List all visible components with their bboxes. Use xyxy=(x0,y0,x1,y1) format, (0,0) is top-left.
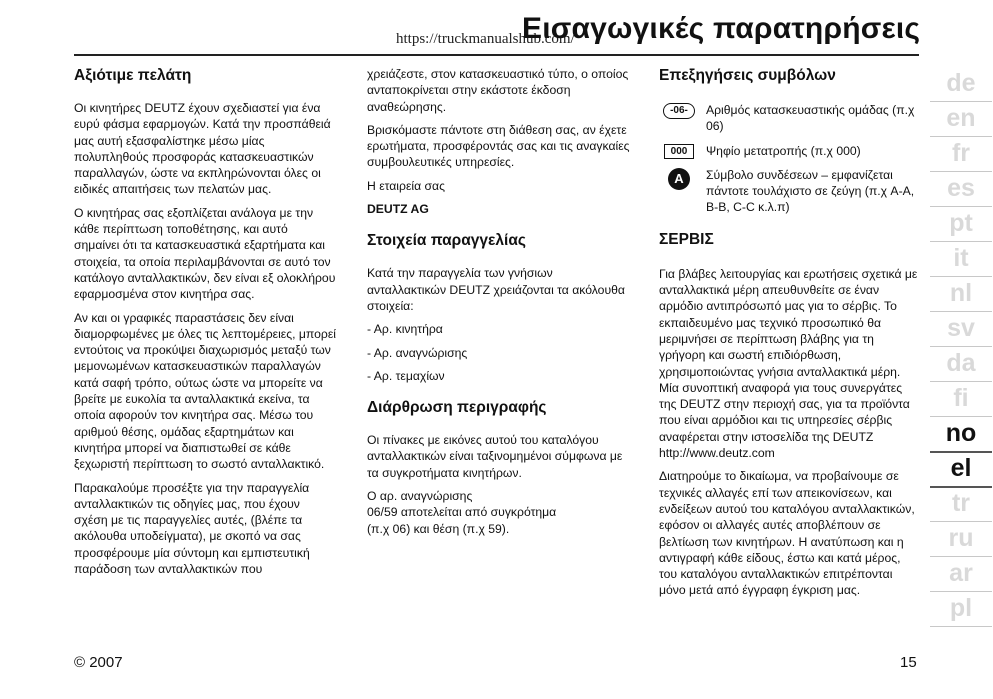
dear-customer-heading: Αξιότιμε πελάτη xyxy=(74,67,192,84)
copyright: © 2007 xyxy=(74,654,123,671)
id-line-3: (π.χ 06) και θέση (π.χ 59). xyxy=(367,521,510,536)
lang-tab-es[interactable]: es xyxy=(930,171,992,207)
symbol-desc-modification: Ψηφίο μετατροπής (π.χ 000) xyxy=(706,143,861,158)
lang-tab-fi[interactable]: fi xyxy=(930,381,992,417)
lang-tab-en[interactable]: en xyxy=(930,101,992,137)
order-item-engine-no: - Αρ. κινητήρα xyxy=(367,322,443,337)
order-item-id-no: - Αρ. αναγνώρισης xyxy=(367,345,468,360)
column-dear-customer xyxy=(74,66,336,584)
intro-paragraph-2: Ο κινητήρας σας εξοπλίζεται ανάλογα με την κάθε περίπτωση τοποθέτησης, και αυτό σημαίνει ότι τα κατασκευαστικά εξαρτήματα και στοιχεία, τα οποία περιλαμβάνονται σε αυτό τον κατάλογο ανταλλακτικών, δεν είναι εξ ολοκλήρου εφαρμοσμένα στον κινητήρα σας. xyxy=(74,205,336,302)
lang-tab-pl[interactable]: pl xyxy=(930,591,992,627)
symbol-row-modification xyxy=(659,143,921,159)
symbol-row-group xyxy=(659,102,921,135)
lang-tab-tr[interactable]: tr xyxy=(930,486,992,522)
symbols-heading: Επεξηγήσεις συμβόλων xyxy=(659,67,836,84)
page-number: 15 xyxy=(900,654,917,671)
support-paragraph: Βρισκόμαστε πάντοτε στη διάθεση σας, αν έχετε ερωτήματα, προσφέροντάς σας και τις αναγκαίες συμβουλευτικές υπηρεσίες. xyxy=(367,122,630,170)
column-ordering xyxy=(367,66,632,537)
symbol-row-connection xyxy=(659,167,921,216)
lang-tab-sv[interactable]: sv xyxy=(930,311,992,347)
header-divider xyxy=(74,54,919,56)
intro-paragraph-3: Αν και οι γραφικές παραστάσεις δεν είναι διαμορφωμένες με όλες τις λεπτομέρειες, μπορεί εντούτοις να προκύψει διαχωρισμός μεταξύ των μεμονωμένων κατασκευαστικών παραλλαγών κατά σαφή τρόπο, ούτως ώστε να μπορείτε να βρείτε με ευκολία τα ανταλλακτικά εκείνα, τα οποία αφορούν τον κινητήρα σας. Μέσω του αριθμού θέσης, ομάδας εξαρτημάτων και κινητήρα μπορεί να διαπιστωθεί σε κάθε ξεχωριστή περίπτωση το σωστό ανταλλακτικό. xyxy=(74,310,336,472)
column-symbols-service xyxy=(659,66,921,606)
lang-tab-nl[interactable]: nl xyxy=(930,276,992,312)
lang-tab-el[interactable]: el xyxy=(930,451,992,488)
signature-line: Η εταιρεία σας xyxy=(367,178,445,193)
order-item-quantity: - Αρ. τεμαχίων xyxy=(367,368,445,383)
continued-paragraph: χρειάζεστε, στον κατασκευαστικό τύπο, ο οποίος ανταποκρίνεται στην εκάστοτε έκδοση αναθεώρησης. xyxy=(367,67,629,114)
circle-letter-icon: A xyxy=(668,168,690,190)
order-intro: Κατά την παραγγελία των γνήσιων ανταλλακτικών DEUTZ χρειάζονται τα ακόλουθα στοιχεία: xyxy=(367,266,625,313)
lang-tab-de[interactable]: de xyxy=(930,66,992,102)
id-explanation xyxy=(367,488,632,537)
order-data-heading: Στοιχεία παραγγελίας xyxy=(367,232,526,250)
intro-paragraph-4: Παρακαλούμε προσέξτε για την παραγγελία ανταλλακτικών τις οδηγίες μας, που έχουν σχέση με τις παραγγελίες αυτές, (βλέπε τα ακόλουθα υποδείγματα), με σκοπό να σας προσφέρουμε μία σύντομη και εμπιστευτική παράδοση των ανταλλακτικών που xyxy=(74,480,310,577)
lang-tab-no[interactable]: no xyxy=(930,416,992,453)
structure-paragraph: Οι πίνακες με εικόνες αυτού του καταλόγου ανταλλακτικών είναι ταξινομημένοι σύμφωνα με τα συγκροτήματα κινητήρων. xyxy=(367,433,623,480)
lang-tab-da[interactable]: da xyxy=(930,346,992,382)
structure-heading: Διάρθρωση περιγραφής xyxy=(367,399,547,417)
symbol-desc-connection: Σύμβολο συνδέσεων – εμφανίζεται πάντοτε τουλάχιστο σε ζεύγη (π.χ A-A, B-B, C-C κ.λ.π) xyxy=(706,167,915,215)
symbol-desc-group: Αριθμός κατασκευαστικής ομάδας (π.χ 06) xyxy=(706,103,915,134)
lang-tab-ar[interactable]: ar xyxy=(930,556,992,592)
lang-tab-fr[interactable]: fr xyxy=(930,136,992,172)
service-heading: ΣΕΡΒΙΣ xyxy=(659,230,714,248)
id-line-1: Ο αρ. αναγνώρισης xyxy=(367,489,473,504)
lang-tab-it[interactable]: it xyxy=(930,241,992,277)
service-paragraph-2: Διατηρούμε το δικαίωμα, να προβαίνουμε σε τεχνικές αλλαγές επί των απεικονίσεων, και ενδείξεων αυτού του καταλόγου ανταλλακτικών, εφόσον οι αλλαγές αυτές αποβλέπουν σε βελτίωση των κινητήρων. Η ανατύπωση και η αντιγραφή κάθε είδους, έστω και κατά μέρος, του καταλόγου ανταλλακτικών επιτρέπονται μόνο μετά από έγγραφη έγκριση μας. xyxy=(659,469,915,598)
id-line-2: 06/59 αποτελείται από συγκρότημα xyxy=(367,505,557,520)
lang-tab-ru[interactable]: ru xyxy=(930,521,992,557)
company-name: DEUTZ AG xyxy=(367,202,429,217)
pill-icon: -06- xyxy=(663,103,695,119)
intro-paragraph-1: Οι κινητήρες DEUTZ έχουν σχεδιαστεί για ένα ευρύ φάσμα εφαρμογών. Κατά την προσπάθειά μας αυτή εξασφαλίστηκε μέσω μίας πολυπληθούς προσφοράς κατασκευαστικών παραλλαγών, ώστε να εκπληρώνονται όλες οι ειδικές απαιτήσεις των πελατών μας. xyxy=(74,101,331,197)
service-paragraph-1: Για βλάβες λειτουργίας και ερωτήσεις σχετικά με ανταλλακτικά μέρη απευθυνθείτε σε έναν αρμόδιο αντιπρόσωπό μας για το σέρβις. Το εκπαιδευμένο μας τεχνικό προσωπικό θα μεριμνήσει σε περίπτωση βλάβης για τη γρήγορη και σωστή επιδιόρθωση, χρησιμοποιώντας γνήσια ανταλλακτικά μέρη. Μία συνοπτική αναφορά για τους συνεργάτες της DEUTZ στην περιοχή σας, για τα προϊόντα που είναι αρμόδιοι και τις υπηρεσίες σέρβις αναφέρεται στην ιστοσελίδα της DEUTZ http://www.deutz.com xyxy=(659,266,918,461)
box-icon: 000 xyxy=(664,144,695,159)
lang-tab-pt[interactable]: pt xyxy=(930,206,992,242)
source-url: https://truckmanualshub.com/ xyxy=(396,31,575,47)
page-title: Εισαγωγικές παρατηρήσεις xyxy=(522,12,921,45)
